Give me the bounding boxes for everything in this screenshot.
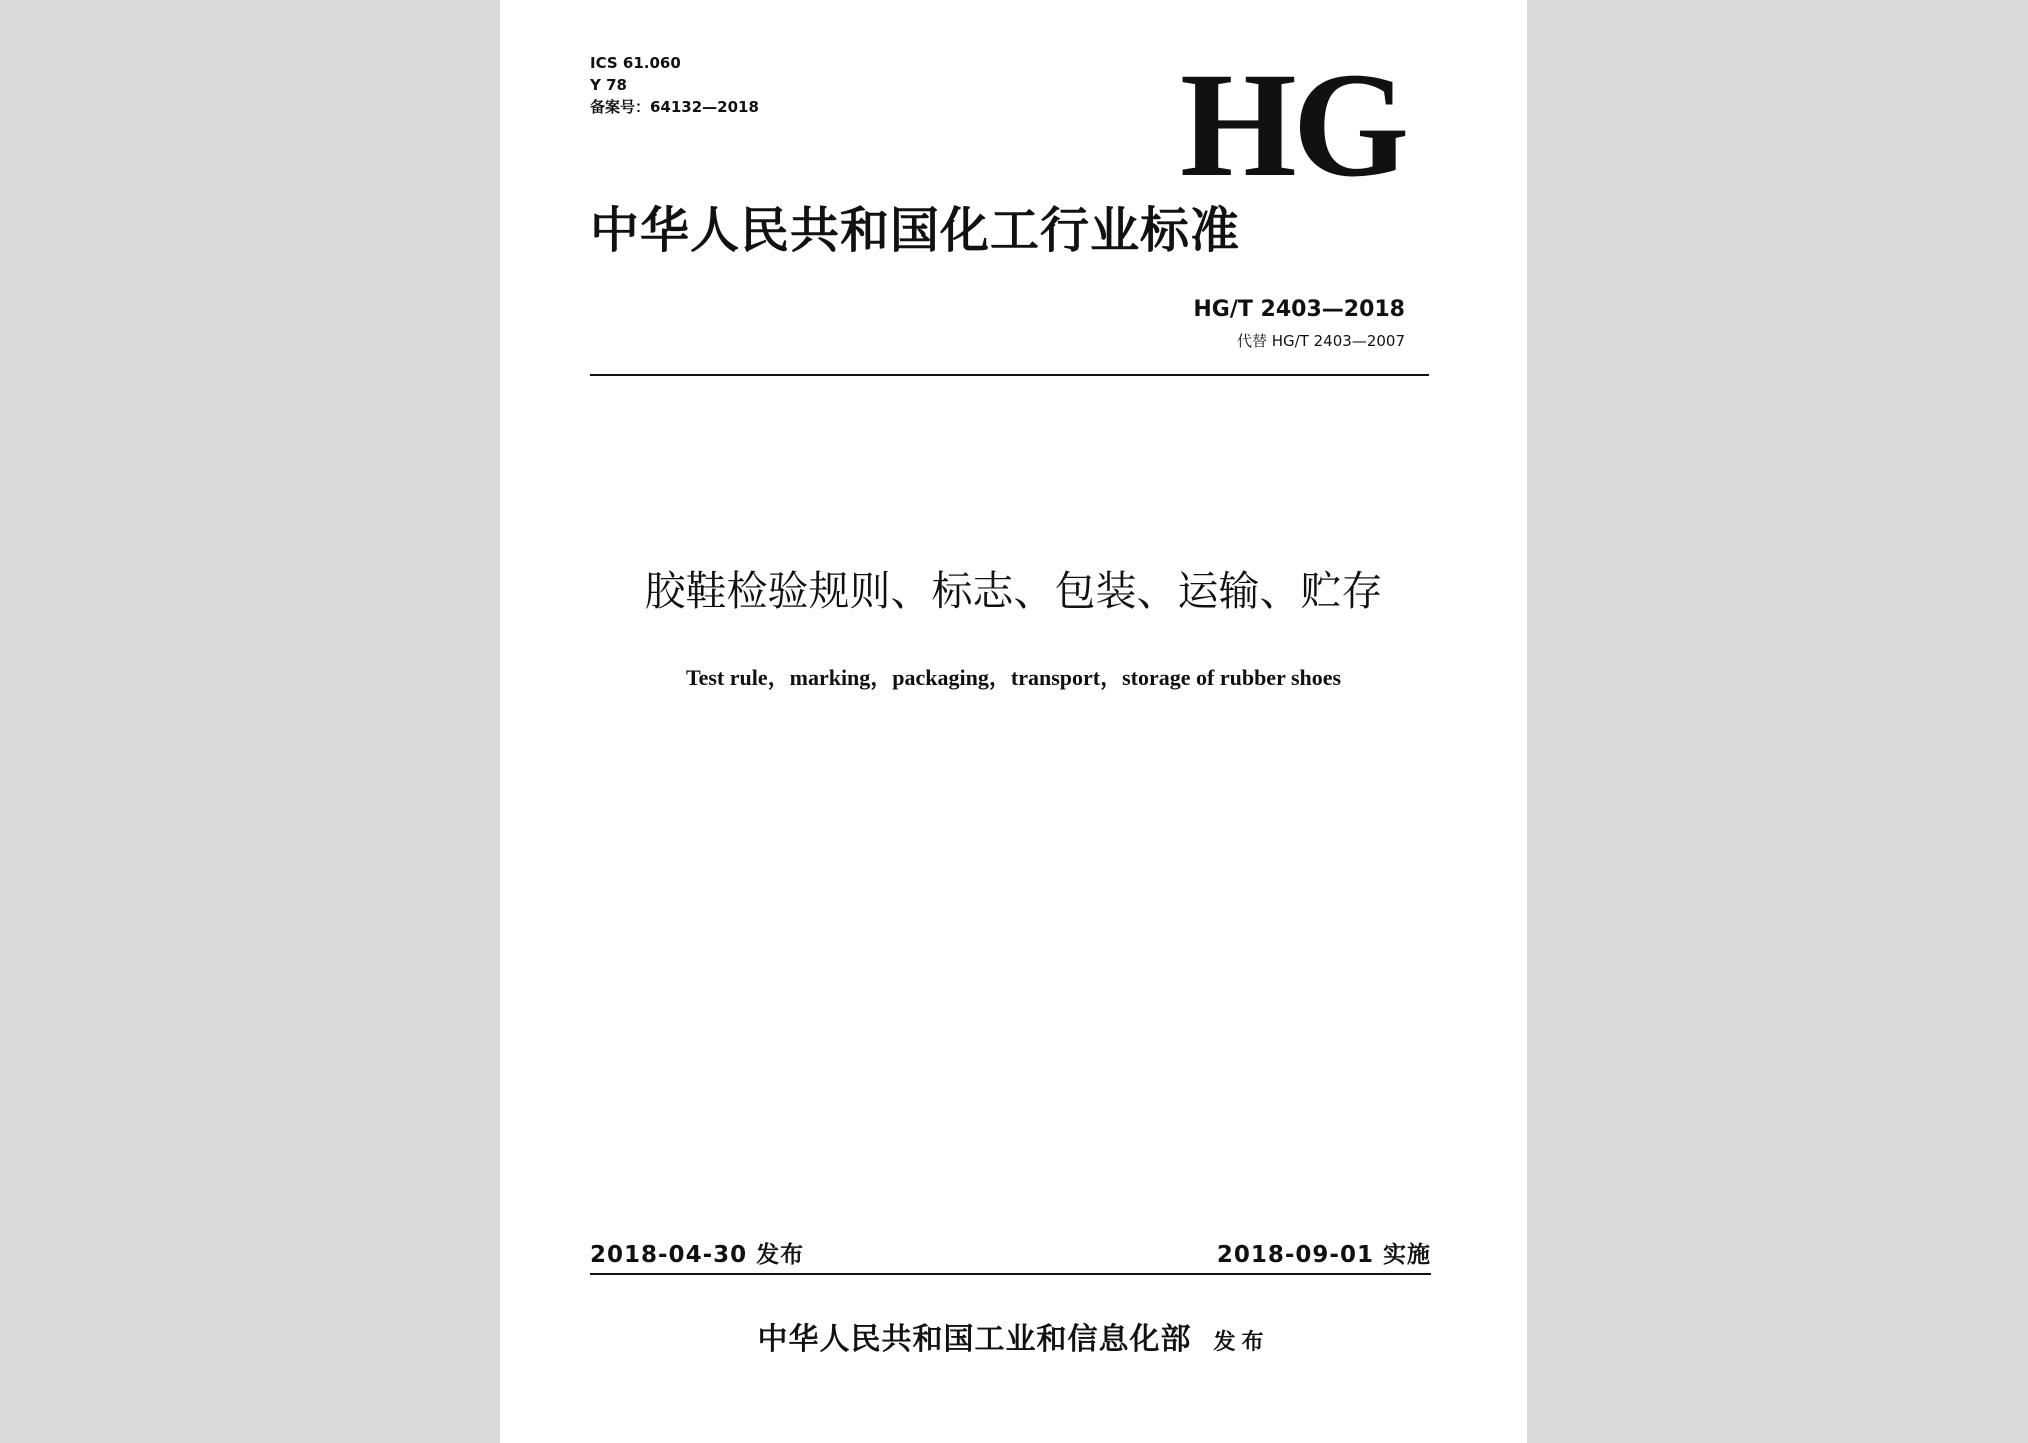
document-page <box>500 0 1527 1443</box>
header-divider <box>590 374 1429 376</box>
filing-number: 备案号：64132—2018 <box>590 98 759 116</box>
publish-label: 发布 <box>1213 1330 1270 1355</box>
ccs-code: Y 78 <box>590 76 627 94</box>
document-title-chinese: 胶鞋检验规则、标志、包装、运输、贮存 <box>644 567 1383 615</box>
replaces-standard: 代替 HG/T 2403—2007 <box>1236 332 1405 350</box>
issue-date: 2018-04-30 发布 <box>590 1242 805 1268</box>
standard-category-title: 中华人民共和国化工行业标准 <box>590 202 1241 259</box>
standard-number: HG/T 2403—2018 <box>1193 297 1405 322</box>
publisher-line <box>500 1320 1527 1363</box>
footer-divider <box>590 1273 1431 1275</box>
hg-logo: HG <box>1180 42 1406 208</box>
implementation-date: 2018-09-01 实施 <box>1216 1242 1431 1268</box>
classification-block <box>590 52 759 118</box>
publisher-organization: 中华人民共和国工业和信息化部 <box>757 1322 1192 1357</box>
document-title-english: Test rule，marking，packaging，transport，storage of rubber shoes <box>685 665 1342 690</box>
ics-code: ICS 61.060 <box>590 54 681 72</box>
